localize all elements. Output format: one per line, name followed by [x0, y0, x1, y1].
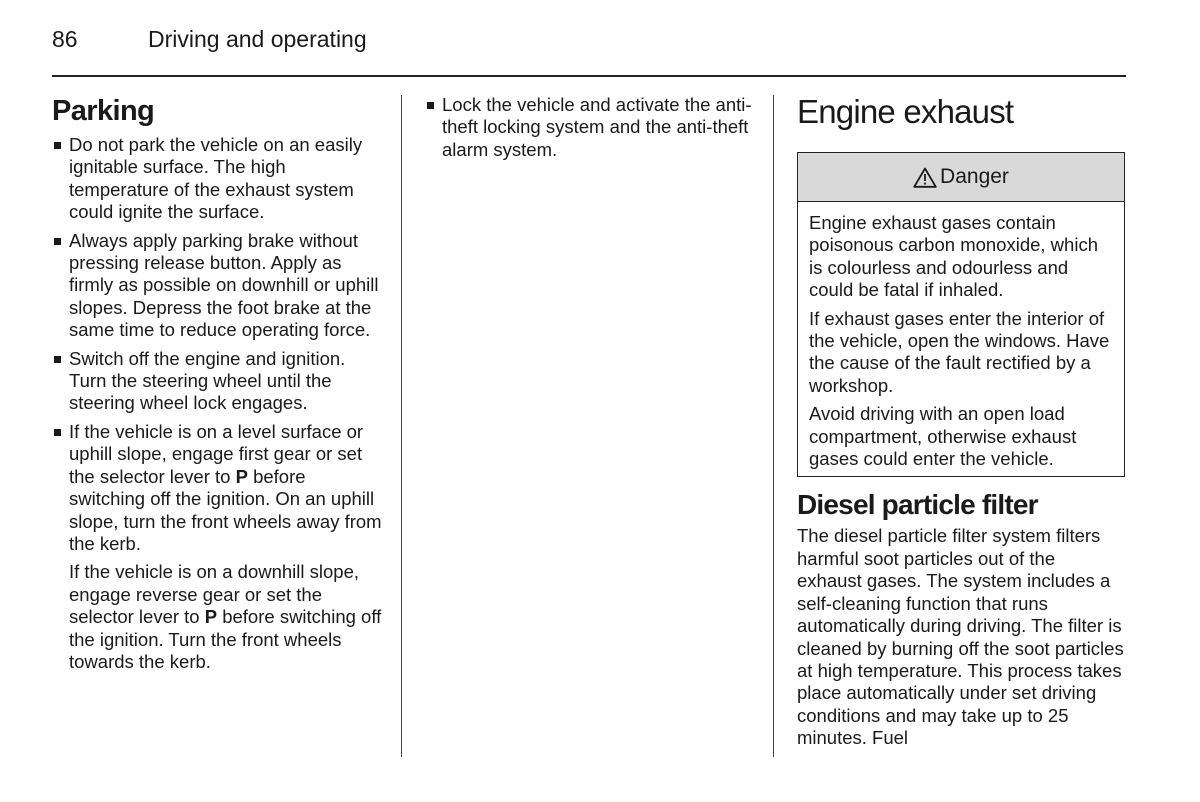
list-item: Switch off the engine and ignition. Turn the steering wheel until the steering wheel lock engages.: [52, 348, 384, 415]
parking-list: [52, 134, 384, 555]
engine-exhaust-heading: Engine exhaust: [797, 93, 1014, 130]
selector-position-p: P: [204, 606, 218, 628]
section-title: Driving and operating: [148, 26, 367, 52]
warning-triangle-icon: [913, 167, 937, 188]
column-divider: [773, 95, 774, 757]
danger-box: [797, 152, 1125, 477]
downhill-paragraph: If the vehicle is on a downhill slope, engage reverse gear or set the selector lever to P before switching off the ignition. Turn the front wheels towards the kerb.: [69, 561, 382, 672]
danger-body: Engine exhaust gases contain poisonous carbon monoxide, which is colourless and odourless and could be fatal if inhaled. If exhaust gases enter the interior of the vehicle, open the windows. Have the cause of the fault rectified by a workshop. Avoid driving with an open load compartment, otherwise exhaust gases could enter the vehicle.: [809, 212, 1110, 470]
list-item: If the vehicle is on a level surface or uphill slope, engage first gear or set the selector lever to P before switching off the ignition. On an uphill slope, turn the front wheels away from the kerb.: [52, 421, 384, 555]
page-header: [52, 26, 1126, 56]
list-item: Do not park the vehicle on an easily ignitable surface. The high temperature of the exhaust system could ignite the surface.: [52, 134, 384, 224]
bullet-icon: [54, 356, 61, 363]
page-number: 86: [52, 26, 78, 52]
bullet-icon: [54, 142, 61, 149]
exhaust-column: [797, 94, 1125, 756]
danger-header: [798, 153, 1124, 202]
diesel-filter-text: The diesel particle filter system filters harmful soot particles out of the exhaust gases. The system includes a self-cleaning function that runs automatically during driving. The filter is cleaned by burning off the soot particles at high temperature. This process takes place automatically under set driving conditions and may take up to 25 minutes. Fuel: [797, 525, 1124, 749]
danger-label: Danger: [940, 164, 1009, 188]
bullet-icon: [54, 238, 61, 245]
header-divider: [52, 75, 1126, 77]
parking-column: [52, 94, 384, 673]
column-divider: [401, 95, 402, 757]
bullet-icon: [427, 102, 434, 109]
list-item: Lock the vehicle and activate the anti-theft locking system and the anti-theft alarm system.: [425, 94, 755, 161]
list-item: Always apply parking brake without pressing release button. Apply as firmly as possible on downhill or uphill slopes. Depress the foot brake at the same time to reduce operating force.: [52, 230, 384, 342]
bullet-icon: [54, 429, 61, 436]
selector-position-p: P: [235, 465, 248, 487]
parking-continued-column: [425, 94, 755, 167]
parking-heading: Parking: [52, 95, 155, 127]
diesel-filter-heading: Diesel particle filter: [797, 489, 1038, 521]
